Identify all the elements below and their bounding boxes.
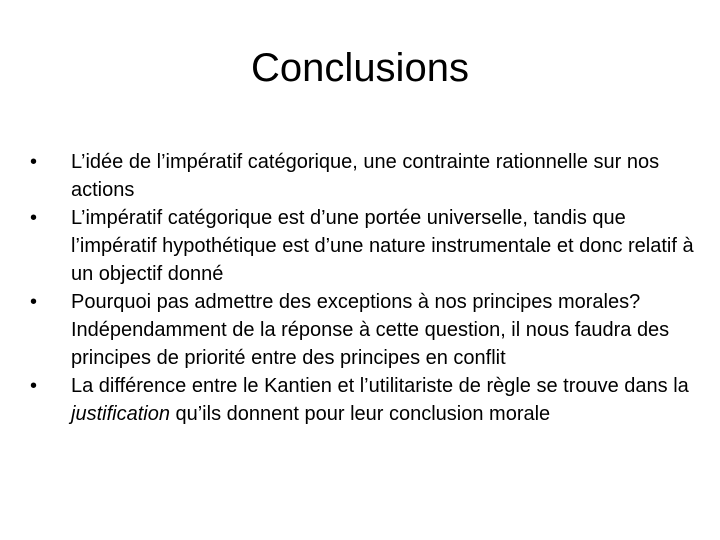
bullet-item <box>30 288 700 372</box>
bullet-text: L’idée de l’impératif catégorique, une contrainte rationnelle sur nos actions <box>71 151 660 201</box>
emphasis-text: justification <box>71 403 170 425</box>
bullet-text-segment: qu’ils donnent pour leur conclusion morale <box>169 403 551 425</box>
bullet-icon: • <box>30 375 38 397</box>
bullet-item <box>30 372 700 428</box>
bullet-text: L’impératif catégorique est d’une portée universelle, tandis que l’impératif hypothétique est d’une nature instrumentale et donc relatif à un objectif donné <box>71 207 694 285</box>
bullet-list <box>30 148 700 428</box>
bullet-text: Pourquoi pas admettre des exceptions à nos principes morales? Indépendamment de la réponse à cette question, il nous faudra des principes de priorité entre des principes en conflit <box>71 291 670 369</box>
bullet-icon: • <box>30 207 38 229</box>
bullet-item <box>30 204 700 288</box>
bullet-item <box>30 148 700 204</box>
bullet-icon: • <box>30 151 38 173</box>
bullet-text <box>71 375 689 425</box>
slide-title: Conclusions <box>251 46 469 90</box>
bullet-icon: • <box>30 291 38 313</box>
bullet-text-segment: La différence entre le Kantien et l’utilitariste de règle se trouve dans la <box>71 375 689 397</box>
